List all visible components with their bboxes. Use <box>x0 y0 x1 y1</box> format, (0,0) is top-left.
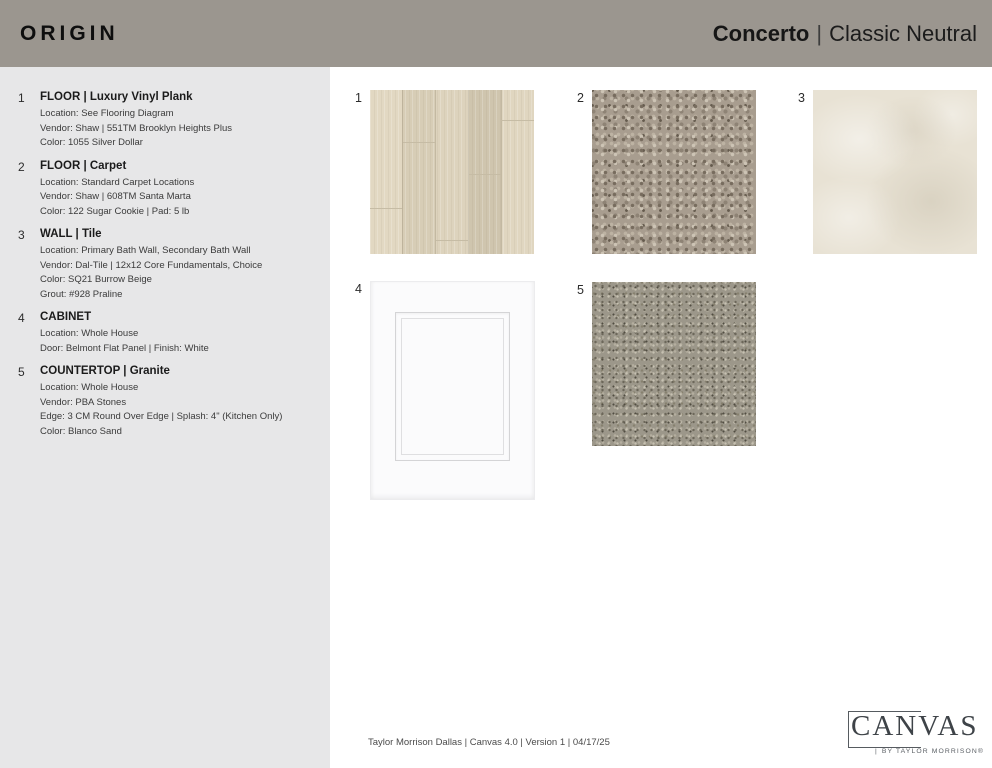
spec-item-number: 2 <box>18 159 25 174</box>
spec-item-vendor: Vendor: PBA Stones <box>40 396 127 408</box>
spec-item-floor-lvp <box>18 90 322 151</box>
spec-item-location: Location: See Flooring Diagram <box>40 108 174 119</box>
spec-item-location: Location: Standard Carpet Locations <box>40 176 195 188</box>
luxury-vinyl-plank-swatch <box>370 90 534 254</box>
canvas-logo <box>846 707 984 757</box>
spec-item-edge: Edge: 3 CM Round Over Edge | Splash: 4" (Kitchen Only) <box>40 411 283 422</box>
cabinet-panel-inner-outline <box>401 318 504 455</box>
canvas-logo-byline <box>875 748 984 755</box>
spec-item-floor-carpet <box>18 159 322 220</box>
spec-item-vendor: Vendor: Dal-Tile | 12x12 Core Fundamentals, Choice <box>40 259 263 271</box>
spec-item-body <box>40 90 232 151</box>
spec-item-body <box>40 159 194 220</box>
byline-divider: | <box>875 748 878 755</box>
spec-item-number: 1 <box>18 91 25 105</box>
spec-item-vendor: Vendor: Shaw | 551TM Brooklyn Heights Plus <box>40 122 233 134</box>
spec-item-number: 4 <box>18 311 25 325</box>
spec-item-color: Color: 122 Sugar Cookie | Pad: 5 lb <box>40 205 190 217</box>
scheme-title <box>713 21 977 47</box>
swatch-number-4: 4 <box>355 282 362 296</box>
spec-item-location: Location: Whole House <box>40 328 139 339</box>
spec-item-location: Location: Primary Bath Wall, Secondary Bath Wall <box>40 245 251 256</box>
granite-countertop-swatch <box>592 282 756 446</box>
spec-item-title: FLOOR | Luxury Vinyl Plank <box>40 91 193 103</box>
byline-text: BY TAYLOR MORRISON® <box>881 748 984 755</box>
carpet-swatch <box>592 90 756 254</box>
spec-item-location: Location: Whole House <box>40 382 139 393</box>
title-divider: | <box>816 20 823 46</box>
spec-item-body <box>40 310 209 356</box>
footer-credit-line: Taylor Morrison Dallas | Canvas 4.0 | Version 1 | 04/17/25 <box>368 737 610 748</box>
spec-item-number: 5 <box>18 365 25 379</box>
spec-item-cabinet <box>18 310 322 356</box>
brand-logo: ORIGIN <box>20 21 119 45</box>
spec-item-number: 3 <box>18 228 25 242</box>
spec-item-body <box>40 227 262 302</box>
swatch-number-5: 5 <box>577 283 584 297</box>
spec-item-vendor: Vendor: Shaw | 608TM Santa Marta <box>40 191 191 202</box>
spec-item-title: COUNTERTOP | Granite <box>40 365 170 377</box>
cabinet-panel-outline <box>395 312 510 461</box>
spec-item-body <box>40 364 282 439</box>
wall-tile-swatch <box>813 90 977 254</box>
cabinet-door-swatch <box>370 281 535 500</box>
palette-name: Classic Neutral <box>829 20 977 46</box>
canvas-logo-wordmark: CANVAS <box>851 710 979 742</box>
spec-item-color: Color: 1055 Silver Dollar <box>40 137 143 148</box>
spec-item-title: FLOOR | Carpet <box>40 159 127 172</box>
spec-item-title: WALL | Tile <box>40 228 102 240</box>
spec-item-grout: Grout: #928 Praline <box>40 288 123 300</box>
spec-item-door: Door: Belmont Flat Panel | Finish: White <box>40 342 209 354</box>
swatch-number-2: 2 <box>577 91 584 105</box>
spec-item-wall-tile <box>18 227 322 302</box>
collection-name: Concerto <box>712 20 810 46</box>
spec-item-title: CABINET <box>40 311 92 323</box>
swatch-number-3: 3 <box>798 91 805 105</box>
spec-item-color: Color: Blanco Sand <box>40 425 122 437</box>
spec-item-countertop <box>18 364 322 439</box>
spec-item-color: Color: SQ21 Burrow Beige <box>40 274 152 285</box>
header-bar <box>0 0 992 67</box>
spec-sidebar <box>0 67 330 768</box>
swatch-number-1: 1 <box>355 91 362 105</box>
